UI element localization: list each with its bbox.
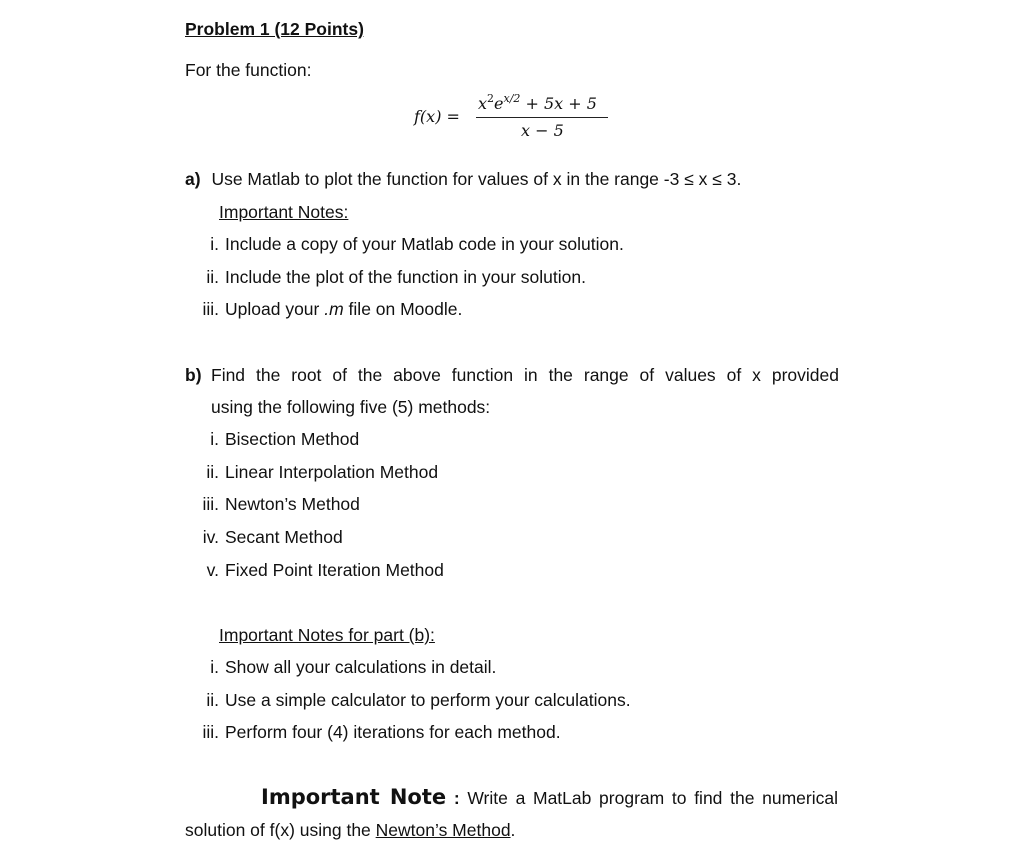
num-sup1: 2 (487, 92, 495, 105)
note-num: ii. (206, 267, 219, 287)
part-b-note: ii. Use a simple calculator to perform your calculations. (206, 690, 631, 710)
part-a-note (183, 267, 586, 288)
part-b-note: iii. Perform four (4) iterations for each method. (202, 722, 561, 742)
intro-text: For the function: (185, 60, 312, 80)
note-text-end: file on Moodle. (343, 299, 463, 319)
final-note-text1: Write a MatLab program to find the numerical (467, 788, 838, 808)
newtons-method-link: Newton’s Method (375, 820, 511, 840)
part-a-note (183, 299, 462, 320)
part-b-notes-title: Important Notes for part (b): (219, 625, 435, 645)
num-e: e (494, 94, 504, 113)
part-a-note (183, 234, 624, 255)
part-a-text: Use Matlab to plot the function for values of x in the range -3 ≤ x ≤ 3. (211, 169, 742, 189)
part-b-note: i. Show all your calculations in detail. (210, 657, 497, 677)
method-item: i. Bisection Method (210, 429, 360, 449)
part-a-label: a) (185, 169, 201, 189)
formula-denominator: x − 5 (521, 121, 564, 140)
note-text: Include the plot of the function in your solution. (225, 267, 586, 287)
fraction-bar (476, 117, 608, 118)
note-text: Upload your (225, 299, 325, 319)
method-item: iv. Secant Method (202, 527, 343, 547)
note-text-italic: .m (324, 299, 344, 319)
part-a-notes-title: Important Notes: (219, 202, 349, 222)
note-text: Include a copy of your Matlab code in your solution. (225, 234, 624, 254)
final-note-label: Important Note (261, 785, 447, 809)
method-item: v. Fixed Point Iteration Method (206, 560, 444, 580)
note-num: iii. (202, 299, 219, 319)
note-num: i. (210, 234, 219, 254)
part-a (185, 169, 741, 190)
part-b-line1: Find the root of the above function in the range of values of x provided (211, 365, 839, 385)
final-note-line2: solution of f(x) using the Newton’s Method. (185, 820, 516, 840)
method-item: ii. Linear Interpolation Method (206, 462, 439, 482)
num-sup2: x/2 (503, 92, 521, 105)
part-b-label: b) (185, 365, 202, 385)
num-rest: + 5x + 5 (520, 94, 597, 113)
problem-title: Problem 1 (12 Points) (185, 19, 364, 39)
num-x: x (478, 94, 488, 113)
part-b-line2: using the following five (5) methods: (211, 397, 491, 417)
formula-lhs: f(x) = (414, 107, 460, 126)
final-note-line1: Important Note : Write a MatLab program to find the numerical (261, 785, 838, 809)
formula-numerator (478, 92, 597, 113)
method-item: iii. Newton’s Method (202, 494, 360, 514)
